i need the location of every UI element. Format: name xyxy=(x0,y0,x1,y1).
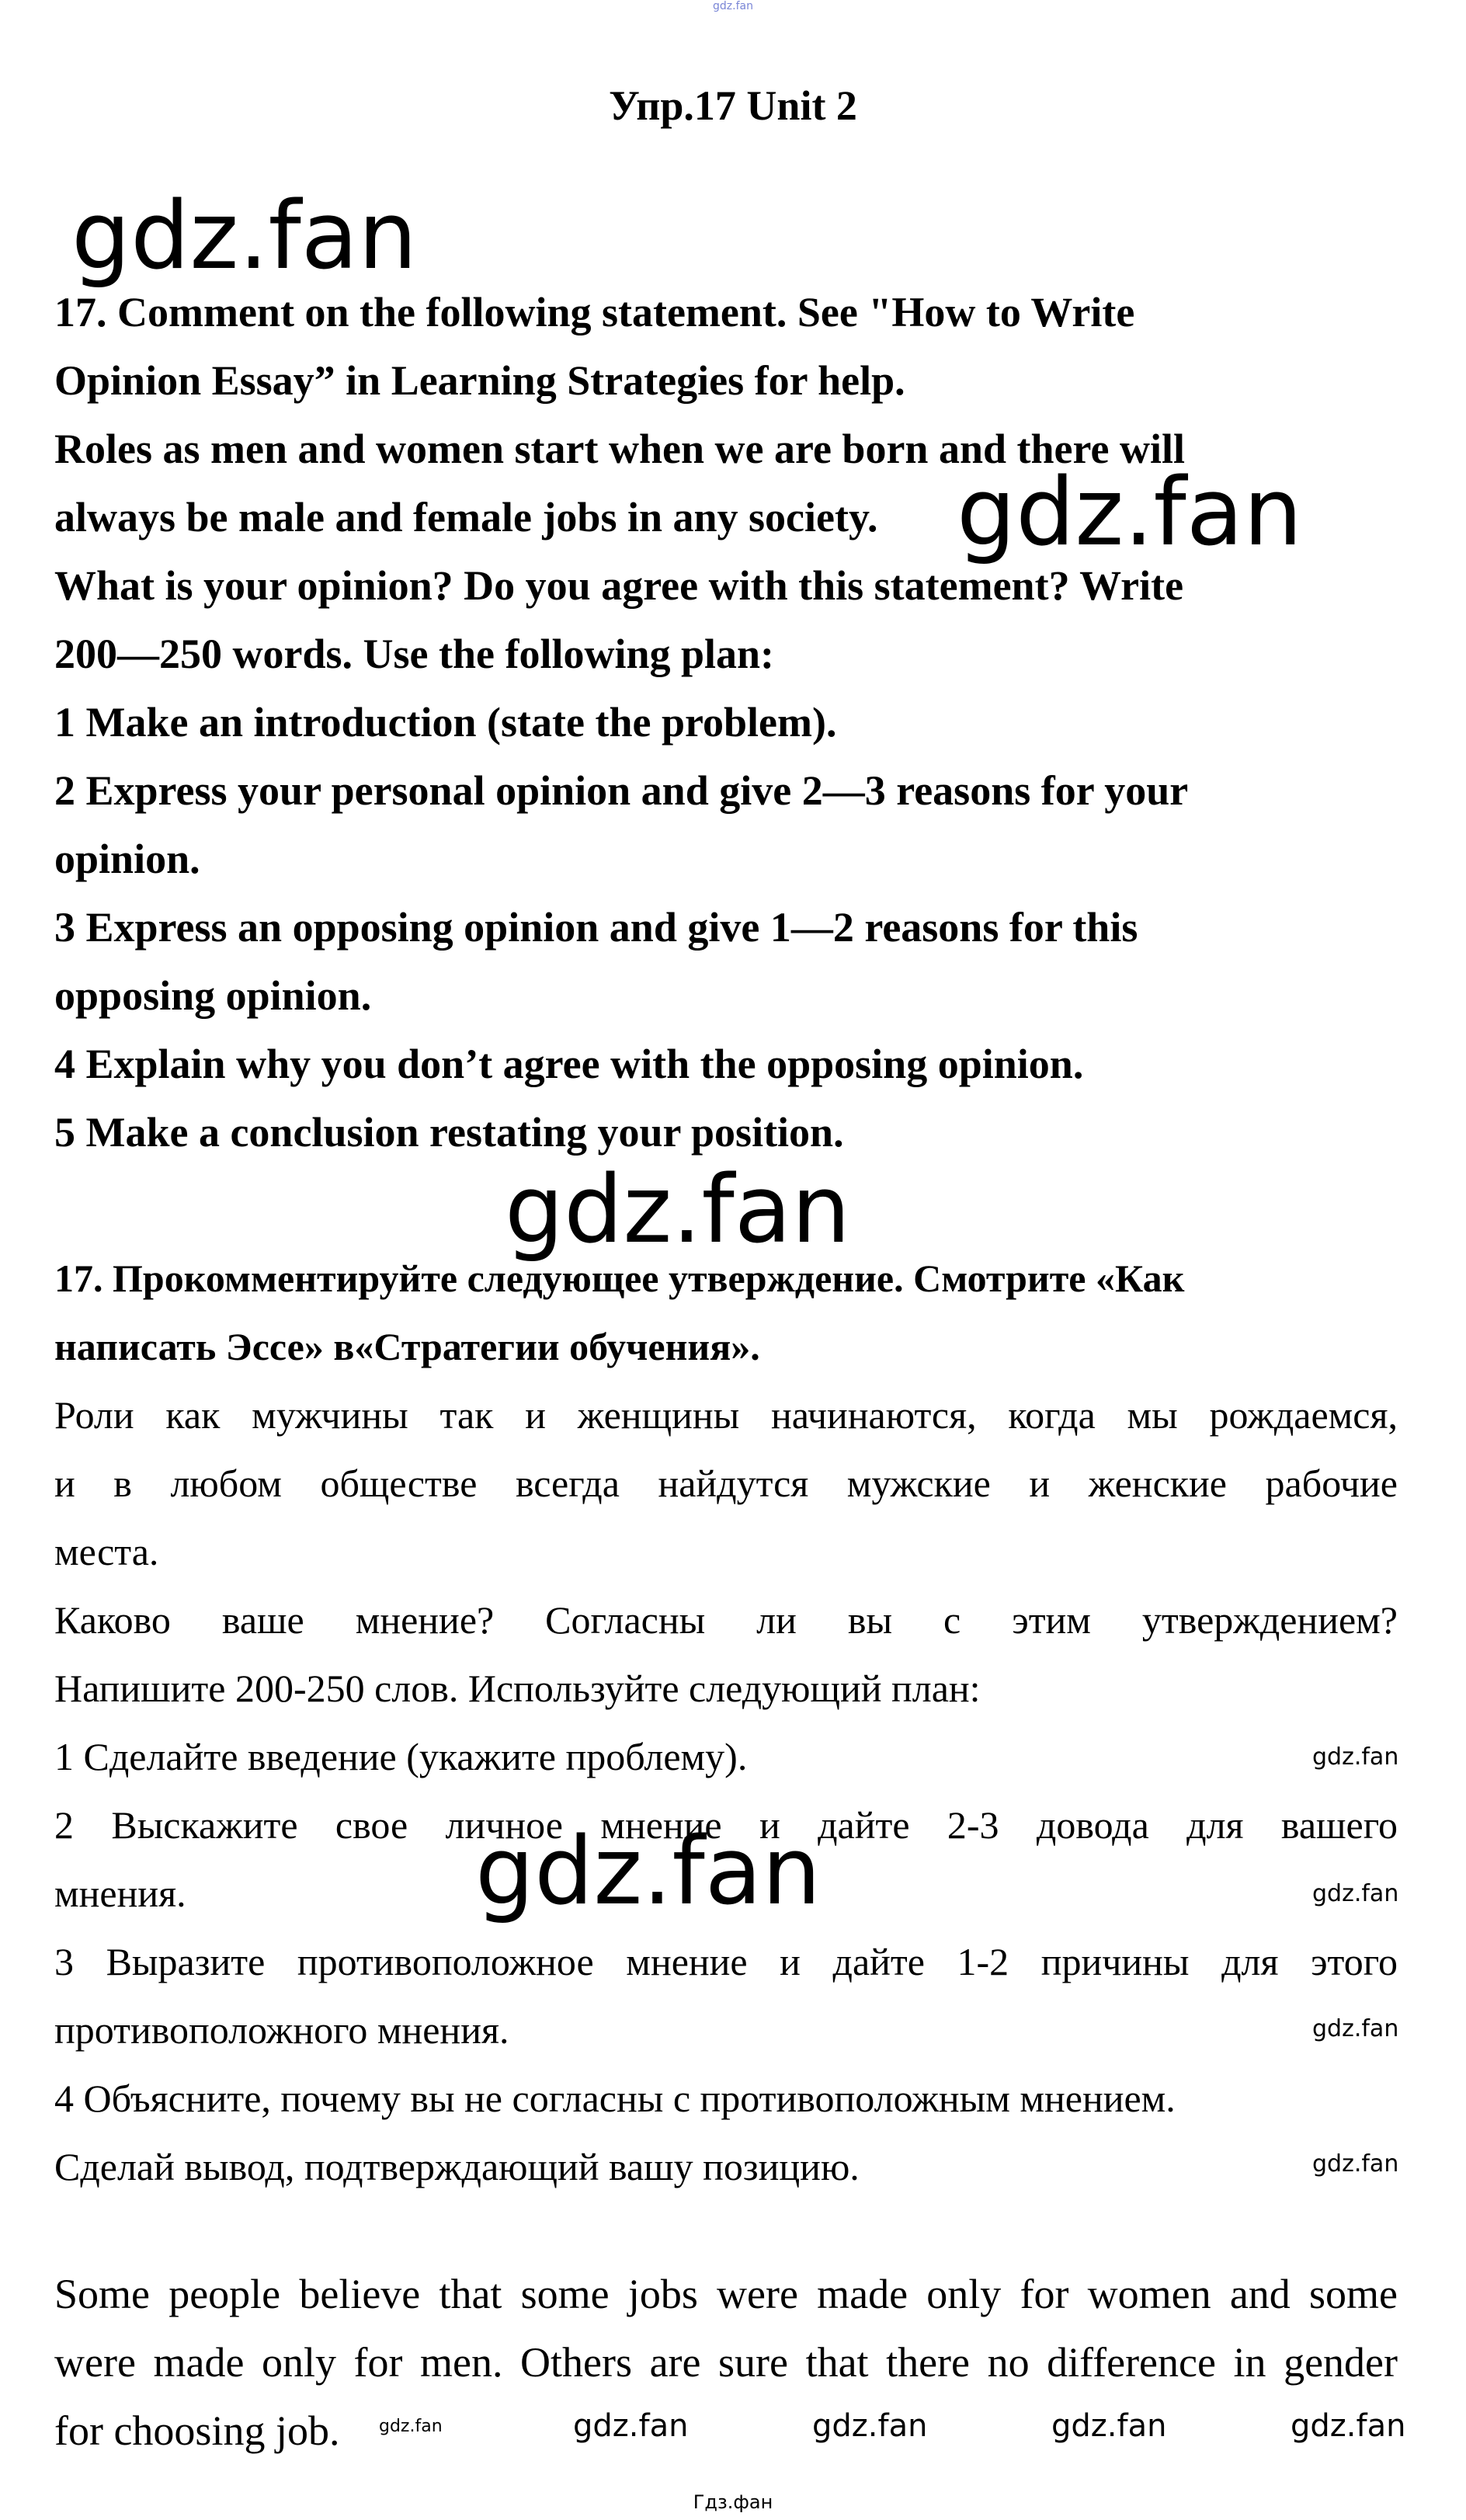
plan-item: 1 Make an introduction (state the problem). xyxy=(54,699,837,746)
watermark: gdz.fan xyxy=(71,182,418,290)
page-title: Упр.17 Unit 2 xyxy=(609,82,857,129)
task-en-line: What is your opinion? Do you agree with this statement? Write xyxy=(54,562,1184,609)
task-ru-heading-line: написать Эссе» в«Стратегии обучения». xyxy=(54,1325,760,1368)
task-en-line: always be male and female jobs in any society. xyxy=(54,494,878,540)
watermark: gdz.fan xyxy=(1291,2408,1406,2444)
task-en-line: Roles as men and women start when we are born and there will xyxy=(54,426,1185,472)
watermark: gdz.fan xyxy=(1312,2015,1399,2042)
watermark: gdz.fan xyxy=(1312,1743,1399,1771)
watermark: gdz.fan xyxy=(812,2408,928,2444)
watermark: gdz.fan xyxy=(475,1818,822,1926)
plan-item-ru: 2 Выскажите свое личное мнение и дайте 2-3 довода для вашего xyxy=(54,1803,1398,1847)
plan-item-ru: мнения. xyxy=(54,1872,186,1915)
plan-item-ru: 4 Объясните, почему вы не согласны с противоположным мнением. xyxy=(54,2077,1176,2120)
answer-line: for choosing job. xyxy=(54,2407,340,2454)
plan-item-ru: 3 Выразите противоположное мнение и дайте 1-2 причины для этого xyxy=(54,1940,1398,1983)
plan-item: 5 Make a conclusion restating your position. xyxy=(54,1109,844,1156)
bottom-watermark: Гдз.фан xyxy=(693,2491,773,2513)
watermark: gdz.fan xyxy=(379,2417,443,2436)
watermark: gdz.fan xyxy=(1312,2150,1399,2178)
task-ru-line: и в любом обществе всегда найдутся мужские и женские рабочие xyxy=(54,1462,1398,1505)
task-en-line: 17. Comment on the following statement. See "How to Write xyxy=(54,289,1135,335)
plan-item-ru: 1 Сделайте введение (укажите проблему). xyxy=(54,1735,748,1778)
plan-item-ru: противоположного мнения. xyxy=(54,2008,509,2052)
plan-item: 3 Express an opposing opinion and give 1—2 reasons for this xyxy=(54,904,1138,951)
watermark: gdz.fan xyxy=(505,1156,851,1264)
plan-item: opinion. xyxy=(54,836,200,882)
plan-item: 4 Explain why you don’t agree with the opposing opinion. xyxy=(54,1041,1084,1087)
watermark: gdz.fan xyxy=(1312,1880,1399,1907)
task-en-line: 200—250 words. Use the following plan: xyxy=(54,631,775,677)
plan-item-ru: Сделай вывод, подтверждающий вашу позицию. xyxy=(54,2145,860,2188)
task-ru-heading-line: 17. Прокомментируйте следующее утверждение. Смотрите «Как xyxy=(54,1257,1185,1300)
plan-item: opposing opinion. xyxy=(54,972,372,1019)
task-ru-line: Напишите 200-250 слов. Используйте следующий план: xyxy=(54,1667,981,1710)
answer-line: Some people believe that some jobs were made only for women and some xyxy=(54,2271,1398,2317)
watermark: gdz.fan xyxy=(573,2408,689,2444)
task-en-line: Opinion Essay” in Learning Strategies for help. xyxy=(54,357,905,404)
task-ru-line: Роли как мужчины так и женщины начинаются, когда мы рождаемся, xyxy=(54,1393,1398,1437)
task-ru-line: места. xyxy=(54,1530,159,1573)
top-watermark: gdz.fan xyxy=(713,0,753,12)
watermark: gdz.fan xyxy=(1051,2408,1167,2444)
task-ru-line: Каково ваше мнение? Согласны ли вы с этим утверждением? xyxy=(54,1598,1398,1642)
plan-item: 2 Express your personal opinion and give 2—3 reasons for your xyxy=(54,767,1189,814)
watermark: gdz.fan xyxy=(957,459,1303,567)
answer-line: were made only for men. Others are sure that there no difference in gender xyxy=(54,2339,1398,2386)
